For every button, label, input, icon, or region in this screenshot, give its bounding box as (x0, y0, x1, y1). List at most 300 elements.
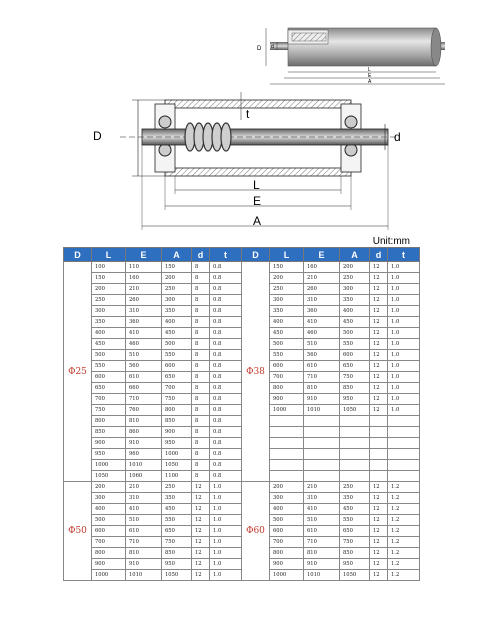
empty-cell (304, 438, 340, 449)
table-cell: 300 (340, 284, 370, 295)
table-cell: 1.2 (388, 515, 420, 526)
table-cell: 400 (92, 504, 126, 515)
table-cell: 8 (192, 262, 210, 273)
table-cell: 510 (304, 515, 340, 526)
table-cell: 350 (92, 317, 126, 328)
table-cell: 1.0 (388, 383, 420, 394)
table-cell: 900 (92, 559, 126, 570)
table-cell: 1.2 (388, 493, 420, 504)
table-cell: 950 (340, 394, 370, 405)
table-cell: 450 (92, 339, 126, 350)
table-cell: 12 (370, 339, 388, 350)
table-cell: 8 (192, 350, 210, 361)
table-cell: 460 (126, 339, 162, 350)
table-cell: 12 (192, 548, 210, 559)
label-A: A (253, 214, 262, 228)
table-cell: 550 (340, 339, 370, 350)
table-cell: 1.0 (210, 482, 242, 493)
empty-cell (388, 438, 420, 449)
table-cell: 610 (126, 372, 162, 383)
table-cell: 250 (162, 482, 192, 493)
table-cell: 950 (340, 559, 370, 570)
header-d-right: d (370, 248, 388, 262)
table-cell: 850 (340, 383, 370, 394)
table-cell: 0.8 (210, 438, 242, 449)
table-cell: 8 (192, 438, 210, 449)
table-cell: 0.8 (210, 383, 242, 394)
table-cell: 1.0 (388, 262, 420, 273)
table-cell: 560 (304, 350, 340, 361)
empty-cell (270, 427, 304, 438)
table-cell: 12 (370, 328, 388, 339)
table-cell: 1010 (126, 570, 162, 581)
table-cell: 1.2 (388, 526, 420, 537)
table-cell: 600 (92, 526, 126, 537)
table-cell: 8 (192, 273, 210, 284)
table-cell: 1010 (126, 460, 162, 471)
table-cell: 1.2 (388, 537, 420, 548)
table-cell: 610 (126, 526, 162, 537)
table-cell: 850 (92, 427, 126, 438)
table-cell: 12 (192, 493, 210, 504)
table-cell: 0.8 (210, 405, 242, 416)
table-cell: 0.8 (210, 317, 242, 328)
table-cell: 610 (304, 526, 340, 537)
empty-cell (340, 460, 370, 471)
table-cell: 0.8 (210, 449, 242, 460)
table-cell: 210 (304, 273, 340, 284)
table-cell: 400 (270, 317, 304, 328)
empty-cell (340, 438, 370, 449)
table-cell: 450 (270, 328, 304, 339)
diameter-cell: Φ50 (64, 482, 92, 581)
table-cell: 0.8 (210, 306, 242, 317)
table-cell: 12 (192, 504, 210, 515)
table-cell: 0.8 (210, 350, 242, 361)
table-cell: 450 (162, 504, 192, 515)
table-row (242, 262, 420, 273)
thumb-label-E: E (368, 73, 372, 79)
table-cell: 12 (370, 493, 388, 504)
table-row (64, 482, 242, 493)
table-cell: 110 (126, 262, 162, 273)
table-cell: 500 (92, 350, 126, 361)
table-cell: 1000 (92, 570, 126, 581)
table-cell: 1060 (126, 471, 162, 482)
table-cell: 250 (340, 273, 370, 284)
table-cell: 700 (92, 537, 126, 548)
empty-cell (304, 427, 340, 438)
table-cell: 150 (270, 262, 304, 273)
empty-cell (270, 460, 304, 471)
thumb-label-A: A (368, 79, 372, 85)
table-cell: 12 (192, 526, 210, 537)
table-cell: 0.8 (210, 295, 242, 306)
table-cell: 0.8 (210, 361, 242, 372)
empty-cell (340, 471, 370, 482)
label-E: E (253, 194, 262, 208)
empty-cell (270, 449, 304, 460)
table-cell: 8 (192, 449, 210, 460)
table-cell: 1.0 (210, 526, 242, 537)
diameter-cell: Φ25 (64, 262, 92, 482)
table-cell: 250 (92, 295, 126, 306)
table-cell: 0.8 (210, 416, 242, 427)
table-cell: 0.8 (210, 394, 242, 405)
table-cell: 500 (270, 515, 304, 526)
table-cell: 260 (304, 284, 340, 295)
table-cell: 12 (370, 504, 388, 515)
table-cell: 12 (370, 262, 388, 273)
table-cell: 500 (162, 339, 192, 350)
table-cell: 1.0 (388, 361, 420, 372)
table-cell: 0.8 (210, 262, 242, 273)
table-cell: 660 (126, 383, 162, 394)
table-cell: 160 (304, 262, 340, 273)
table-cell: 860 (126, 427, 162, 438)
table-cell: 650 (92, 383, 126, 394)
table-cell: 800 (270, 548, 304, 559)
table-cell: 910 (304, 394, 340, 405)
table-cell: 750 (162, 394, 192, 405)
table-cell: 950 (162, 438, 192, 449)
table-cell: 12 (370, 295, 388, 306)
table-cell: 760 (126, 405, 162, 416)
table-cell: 8 (192, 328, 210, 339)
table-cell: 400 (162, 317, 192, 328)
table-cell: 8 (192, 361, 210, 372)
table-cell: 1.0 (388, 295, 420, 306)
table-cell: 1.2 (388, 570, 420, 581)
table-cell: 0.8 (210, 284, 242, 295)
table-cell: 950 (162, 559, 192, 570)
table-cell: 1.0 (388, 394, 420, 405)
table-cell: 150 (92, 273, 126, 284)
header-A-left: A (162, 248, 192, 262)
table-cell: 12 (370, 559, 388, 570)
table-cell: 1.2 (388, 482, 420, 493)
thumb-label-L: L (368, 67, 371, 73)
table-cell: 910 (126, 438, 162, 449)
label-D: D (93, 129, 102, 143)
table-cell: 400 (92, 328, 126, 339)
table-cell: 550 (162, 515, 192, 526)
table-cell: 1000 (92, 460, 126, 471)
table-cell: 710 (126, 537, 162, 548)
table-cell: 310 (304, 295, 340, 306)
table-cell: 1050 (162, 570, 192, 581)
header-t-left: t (210, 248, 242, 262)
table-cell: 960 (126, 449, 162, 460)
table-cell: 300 (92, 306, 126, 317)
table-cell: 1.0 (388, 405, 420, 416)
roller-cross-section (120, 92, 400, 230)
table-cell: 250 (270, 284, 304, 295)
table-cell: 600 (92, 372, 126, 383)
table-cell: 850 (340, 548, 370, 559)
table-cell: 250 (340, 482, 370, 493)
table-cell: 12 (370, 284, 388, 295)
table-cell: 900 (270, 559, 304, 570)
table-cell: 12 (370, 306, 388, 317)
table-cell: 12 (370, 515, 388, 526)
label-d: d (394, 130, 401, 144)
table-cell: 510 (126, 515, 162, 526)
table-cell: 1100 (162, 471, 192, 482)
table-cell: 600 (270, 361, 304, 372)
table-cell: 700 (270, 372, 304, 383)
table-cell: 1.0 (388, 273, 420, 284)
table-cell: 350 (162, 493, 192, 504)
table-cell: 12 (370, 317, 388, 328)
table-cell: 750 (340, 537, 370, 548)
table-cell: 12 (370, 273, 388, 284)
table-cell: 600 (340, 350, 370, 361)
empty-cell (388, 449, 420, 460)
table-cell: 12 (370, 537, 388, 548)
header-A-right: A (340, 248, 370, 262)
table-cell: 700 (270, 537, 304, 548)
table-cell: 12 (370, 526, 388, 537)
table-cell: 8 (192, 471, 210, 482)
table-cell: 550 (92, 361, 126, 372)
empty-cell (370, 449, 388, 460)
table-cell: 600 (162, 361, 192, 372)
header-L-left: L (92, 248, 126, 262)
table-cell: 8 (192, 416, 210, 427)
table-cell: 410 (304, 317, 340, 328)
spec-table-right (241, 247, 420, 581)
table-cell: 1.0 (388, 339, 420, 350)
table-cell: 1.0 (388, 284, 420, 295)
table-cell: 150 (162, 262, 192, 273)
table-cell: 310 (126, 306, 162, 317)
table-cell: 460 (304, 328, 340, 339)
table-cell: 1.0 (388, 328, 420, 339)
table-cell: 400 (270, 504, 304, 515)
table-cell: 810 (304, 548, 340, 559)
empty-cell (270, 416, 304, 427)
table-cell: 700 (162, 383, 192, 394)
table-cell: 1.0 (210, 548, 242, 559)
label-t: t (246, 107, 250, 121)
table-cell: 0.8 (210, 471, 242, 482)
table-cell: 300 (162, 295, 192, 306)
table-cell: 350 (340, 493, 370, 504)
table-cell: 12 (370, 405, 388, 416)
table-cell: 200 (270, 482, 304, 493)
table-cell: 800 (270, 383, 304, 394)
table-cell: 800 (162, 405, 192, 416)
table-cell: 210 (304, 482, 340, 493)
table-cell: 1.2 (388, 559, 420, 570)
table-cell: 410 (304, 504, 340, 515)
table-cell: 8 (192, 339, 210, 350)
empty-cell (304, 471, 340, 482)
table-cell: 1050 (162, 460, 192, 471)
table-cell: 1.0 (210, 493, 242, 504)
table-cell: 910 (126, 559, 162, 570)
thumb-label-D: D (257, 46, 262, 52)
table-cell: 700 (92, 394, 126, 405)
table-cell: 12 (192, 537, 210, 548)
table-cell: 1.2 (388, 548, 420, 559)
table-cell: 200 (340, 262, 370, 273)
table-cell: 1050 (340, 570, 370, 581)
table-cell: 1.0 (388, 350, 420, 361)
table-cell: 750 (162, 537, 192, 548)
empty-cell (304, 460, 340, 471)
empty-cell (270, 438, 304, 449)
table-cell: 12 (192, 515, 210, 526)
table-cell: 360 (304, 306, 340, 317)
header-E-left: E (126, 248, 162, 262)
table-cell: 810 (126, 416, 162, 427)
table-cell: 210 (126, 482, 162, 493)
table-cell: 410 (126, 504, 162, 515)
table-cell: 12 (192, 482, 210, 493)
table-cell: 1050 (340, 405, 370, 416)
table-cell: 200 (270, 273, 304, 284)
table-cell: 710 (304, 372, 340, 383)
table-cell: 810 (304, 383, 340, 394)
table-cell: 800 (92, 548, 126, 559)
table-cell: 210 (126, 284, 162, 295)
table-cell: 1.0 (388, 372, 420, 383)
empty-cell (304, 416, 340, 427)
table-cell: 0.8 (210, 372, 242, 383)
empty-cell (388, 416, 420, 427)
table-cell: 310 (304, 493, 340, 504)
empty-cell (270, 471, 304, 482)
table-cell: 1.0 (210, 515, 242, 526)
table-cell: 1000 (270, 570, 304, 581)
empty-cell (340, 416, 370, 427)
table-cell: 360 (126, 317, 162, 328)
table-cell: 550 (340, 515, 370, 526)
table-cell: 550 (162, 350, 192, 361)
table-cell: 750 (92, 405, 126, 416)
empty-cell (370, 438, 388, 449)
table-cell: 650 (340, 526, 370, 537)
table-cell: 800 (92, 416, 126, 427)
table-cell: 950 (92, 449, 126, 460)
table-cell: 0.8 (210, 273, 242, 284)
diameter-cell: Φ60 (242, 482, 270, 581)
table-cell: 500 (270, 339, 304, 350)
label-L: L (253, 178, 260, 192)
table-cell: 1.0 (210, 559, 242, 570)
table-cell: 900 (162, 427, 192, 438)
table-cell: 610 (304, 361, 340, 372)
table-cell: 8 (192, 460, 210, 471)
table-cell: 500 (92, 515, 126, 526)
table-cell: 650 (340, 361, 370, 372)
table-cell: 0.8 (210, 328, 242, 339)
table-row (64, 262, 242, 273)
empty-cell (370, 416, 388, 427)
table-cell: 450 (340, 504, 370, 515)
spec-table-left (63, 247, 242, 581)
table-cell: 300 (270, 295, 304, 306)
table-cell: 650 (162, 526, 192, 537)
table-cell: 600 (270, 526, 304, 537)
table-cell: 8 (192, 372, 210, 383)
table-cell: 12 (370, 361, 388, 372)
roller-drawing (0, 0, 480, 236)
table-cell: 300 (270, 493, 304, 504)
table-cell: 710 (304, 537, 340, 548)
table-cell: 12 (370, 570, 388, 581)
table-cell: 8 (192, 383, 210, 394)
table-cell: 900 (92, 438, 126, 449)
table-cell: 0.8 (210, 460, 242, 471)
header-E-right: E (304, 248, 340, 262)
table-cell: 1.0 (388, 306, 420, 317)
table-cell: 810 (126, 548, 162, 559)
table-cell: 350 (162, 306, 192, 317)
empty-cell (370, 427, 388, 438)
table-cell: 8 (192, 394, 210, 405)
table-cell: 8 (192, 306, 210, 317)
table-cell: 8 (192, 295, 210, 306)
table-cell: 8 (192, 405, 210, 416)
table-cell: 350 (340, 295, 370, 306)
table-cell: 450 (340, 317, 370, 328)
table-cell: 0.8 (210, 427, 242, 438)
table-cell: 8 (192, 427, 210, 438)
table-row (242, 482, 420, 493)
table-cell: 560 (126, 361, 162, 372)
table-cell: 510 (126, 350, 162, 361)
table-cell: 250 (162, 284, 192, 295)
table-cell: 200 (162, 273, 192, 284)
header-d-left: d (192, 248, 210, 262)
table-cell: 1.2 (388, 504, 420, 515)
table-cell: 12 (192, 570, 210, 581)
table-cell: 310 (126, 493, 162, 504)
table-cell: 410 (126, 328, 162, 339)
empty-cell (370, 460, 388, 471)
table-cell: 1.0 (388, 317, 420, 328)
table-cell: 850 (162, 416, 192, 427)
table-cell: 850 (162, 548, 192, 559)
header-D-left: D (64, 248, 92, 262)
table-cell: 8 (192, 284, 210, 295)
empty-cell (340, 427, 370, 438)
table-cell: 400 (340, 306, 370, 317)
header-L-right: L (270, 248, 304, 262)
table-cell: 160 (126, 273, 162, 284)
table-cell: 200 (92, 284, 126, 295)
table-cell: 8 (192, 317, 210, 328)
table-cell: 0.8 (210, 339, 242, 350)
empty-cell (304, 449, 340, 460)
table-cell: 12 (370, 383, 388, 394)
table-cell: 12 (370, 482, 388, 493)
table-cell: 1.0 (210, 570, 242, 581)
empty-cell (388, 427, 420, 438)
table-cell: 500 (340, 328, 370, 339)
table-cell: 100 (92, 262, 126, 273)
table-cell: 1050 (92, 471, 126, 482)
table-cell: 300 (92, 493, 126, 504)
table-cell: 350 (270, 306, 304, 317)
header-D-right: D (242, 248, 270, 262)
roller-thumbnail (257, 28, 445, 85)
thumb-label-d: d (271, 44, 274, 50)
empty-cell (388, 471, 420, 482)
